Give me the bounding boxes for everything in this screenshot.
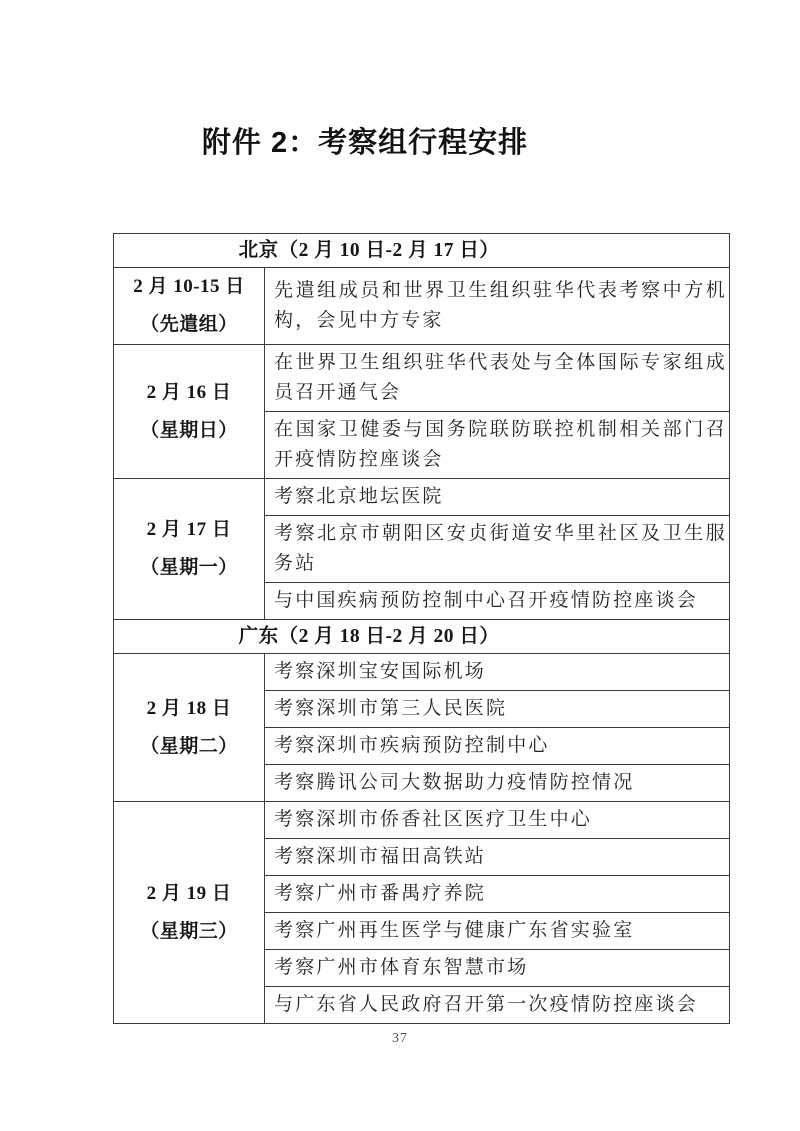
activity-cell: 先遣组成员和世界卫生组织驻华代表考察中方机构，会见中方专家 [265,268,730,345]
activity-cell: 考察深圳宝安国际机场 [265,654,730,691]
section-header: 广东（2 月 18 日-2 月 20 日） [114,620,730,654]
activity-cell: 在世界卫生组织驻华代表处与全体国际专家组成员召开通气会 [265,345,730,412]
weekday-line: （星期日） [140,419,238,441]
date-line: 2 月 19 日 [146,882,232,904]
schedule-row [114,268,730,345]
activity-cell: 考察深圳市疾病预防控制中心 [265,728,730,765]
schedule-row [114,654,730,691]
date-cell [114,268,265,345]
weekday-line: （星期一） [140,557,238,578]
activity-cell: 考察腾讯公司大数据助力疫情防控情况 [265,765,730,802]
schedule-row [114,345,730,412]
schedule-row [114,802,730,839]
activity-cell: 与中国疾病预防控制中心召开疫情防控座谈会 [265,583,730,620]
activity-cell: 在国家卫健委与国务院联防联控机制相关部门召开疫情防控座谈会 [265,412,730,479]
activity-cell: 考察深圳市福田高铁站 [265,839,730,876]
date-line: 2 月 18 日 [146,697,232,719]
date-cell [114,345,265,479]
activity-cell: 考察广州再生医学与健康广东省实验室 [265,913,730,950]
schedule-table [113,233,730,1024]
weekday-line: （星期二） [140,735,238,757]
activity-cell: 考察北京地坛医院 [265,479,730,516]
activity-cell: 考察北京市朝阳区安贞街道安华里社区及卫生服务站 [265,516,730,583]
section-header-row [114,620,730,654]
schedule-row [114,479,730,516]
date-line: 2 月 10-15 日 [133,276,245,297]
date-cell [114,802,265,1024]
date-line: 2 月 16 日 [146,381,232,403]
weekday-line: （先遣组） [140,314,238,335]
activity-cell: 与广东省人民政府召开第一次疫情防控座谈会 [265,987,730,1024]
page-title: 附件 2：考察组行程安排 [201,127,529,159]
weekday-line: （星期三） [140,920,238,942]
date-cell [114,654,265,802]
activity-cell: 考察广州市番禺疗养院 [265,876,730,913]
activity-cell: 考察深圳市侨香社区医疗卫生中心 [265,802,730,839]
date-cell [114,479,265,620]
page-number: 37 [392,1031,408,1046]
date-line: 2 月 17 日 [146,519,232,540]
activity-cell: 考察深圳市第三人民医院 [265,691,730,728]
activity-cell: 考察广州市体育东智慧市场 [265,950,730,987]
section-header-row [114,234,730,268]
section-header: 北京（2 月 10 日-2 月 17 日） [114,234,730,268]
